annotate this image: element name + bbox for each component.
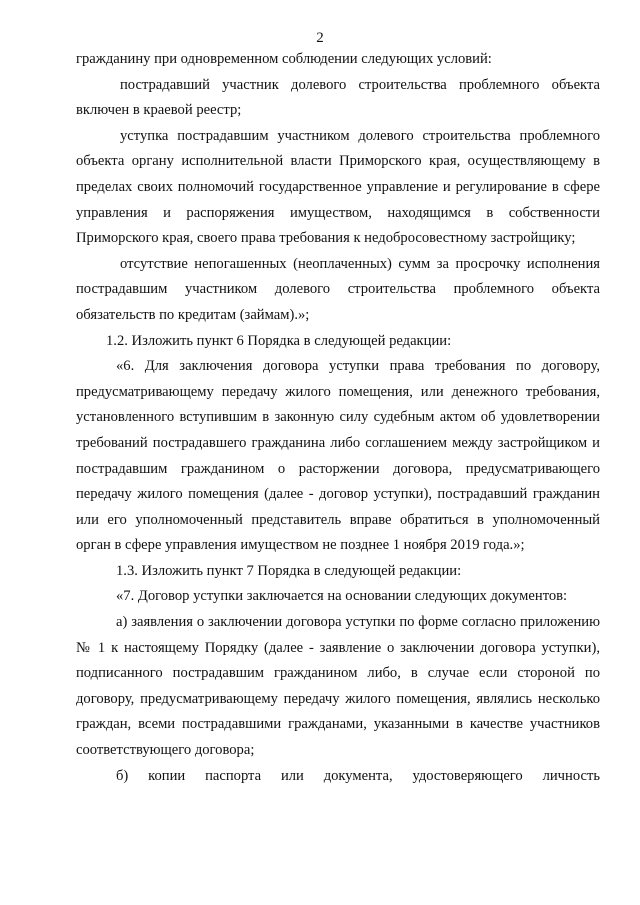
paragraph-condition-no-debt: отсутствие непогашенных (неоплаченных) сумм за просрочку исполнения пострадавшим участником долевого строительства проблемного объекта обязательств по кредитам (займам).»; xyxy=(76,255,600,323)
paragraph-condition-registry: пострадавший участник долевого строительства проблемного объекта включен в краевой реестр; xyxy=(76,76,600,119)
document-body xyxy=(76,47,600,789)
paragraph-item-1-3: 1.3. Изложить пункт 7 Порядка в следующей редакции: xyxy=(116,562,462,579)
paragraph-subpoint-b: б) копии паспорта или документа, удостоверяющего личность xyxy=(116,767,600,784)
paragraph-condition-assignment: уступка пострадавшим участником долевого строительства проблемного объекта органу исполнительной власти Приморского края, осуществляющему в пределах своих полномочий государственное управление и регулирование в сфере управления и распоряжения имуществом, находящимся в собственности Приморского края, своего права требования к недобросовестному застройщику; xyxy=(76,127,600,247)
paragraph-point-6: «6. Для заключения договора уступки права требования по договору, предусматривающему передачу жилого помещения, или денежного требования, установленного вступившим в законную силу судебным актом об удовлетворении требований пострадавшего гражданина либо соглашением между застройщиком и пострадавшим гражданином о расторжении договора, предусматривающего передачу жилого помещения (далее - договор уступки), пострадавший гражданин или его уполномоченный представитель вправе обратиться в уполномоченный орган в сфере управления имуществом не позднее 1 ноября 2019 года.»; xyxy=(76,358,600,554)
paragraph-item-1-2: 1.2. Изложить пункт 6 Порядка в следующей редакции: xyxy=(106,332,452,349)
page-number: 2 xyxy=(316,30,324,46)
paragraph-subpoint-a: а) заявления о заключении договора уступки по форме согласно приложению № 1 к настоящему Порядку (далее - заявление о заключении договора уступки), подписанного пострадавшим гражданином либо, в случае если стороной по договору, предусматривающему передачу жилого помещения, являлись несколько граждан, всеми пострадавшими гражданами, указанными в качестве участников соответствующего договора; xyxy=(76,614,600,759)
paragraph-intro: гражданину при одновременном соблюдении следующих условий: xyxy=(76,51,492,67)
paragraph-point-7: «7. Договор уступки заключается на основании следующих документов: xyxy=(116,588,568,605)
